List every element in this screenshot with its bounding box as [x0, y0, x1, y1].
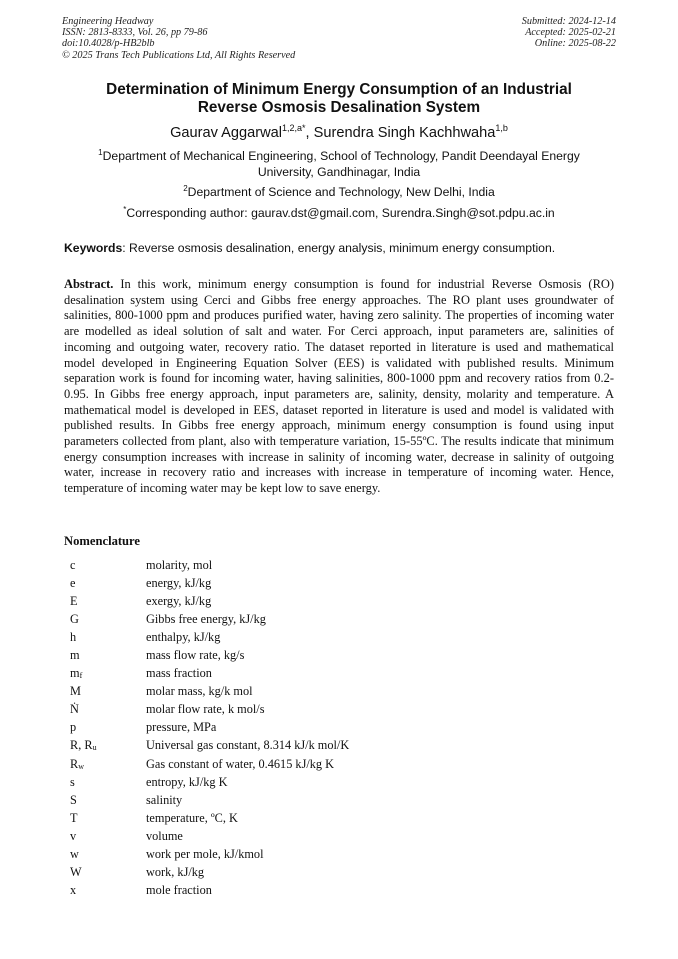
title-line-1: Determination of Minimum Energy Consumption of an Industrial	[106, 81, 572, 98]
nomenclature-symbol	[70, 612, 79, 627]
affiliation-text: Department of Mechanical Engineering, School of Technology, Pandit Deendayal Energy	[102, 149, 580, 163]
author-affiliation-marker: 1,2,a*	[282, 123, 306, 133]
nomenclature-symbol	[70, 847, 79, 862]
nomenclature-symbol	[70, 576, 75, 591]
symbol-main: m	[70, 666, 80, 681]
abstract-label: Abstract.	[64, 277, 114, 291]
nomenclature-row	[70, 865, 570, 883]
nomenclature-row	[70, 883, 570, 901]
nomenclature-definition: salinity	[146, 792, 183, 807]
nomenclature-definition: mole fraction	[146, 882, 212, 897]
nomenclature-definition: Universal gas constant, 8.314 kJ/k mol/K	[146, 738, 350, 753]
author-name: Gaurav Aggarwal	[170, 125, 283, 141]
symbol-main: R	[70, 756, 79, 771]
nomenclature-row	[70, 630, 570, 648]
symbol-main: R, R	[70, 738, 93, 753]
nomenclature-definition: molar mass, kg/k mol	[146, 684, 253, 699]
nomenclature-definition: pressure, MPa	[146, 720, 217, 735]
nomenclature-definition: volume	[146, 828, 183, 843]
title-line-2: Reverse Osmosis Desalination System	[197, 99, 481, 116]
nomenclature-definition: entropy, kJ/kg K	[146, 774, 228, 789]
nomenclature-definition: mass flow rate, kg/s	[146, 648, 245, 663]
nomenclature-row	[70, 757, 570, 775]
keywords-label: Keywords	[64, 241, 123, 255]
symbol-main: e	[70, 576, 76, 591]
symbol-subscript: w	[78, 761, 84, 771]
affiliation-marker: 1	[98, 148, 103, 157]
symbol-main: c	[70, 558, 76, 572]
symbol-main: s	[70, 774, 75, 789]
nomenclature-symbol	[70, 883, 76, 898]
nomenclature-row	[70, 829, 570, 847]
nomenclature-symbol	[70, 738, 97, 755]
nomenclature-row	[70, 811, 570, 829]
affiliation-1	[62, 149, 616, 180]
symbol-subscript: f	[79, 671, 83, 681]
keywords-text: : Reverse osmosis desalination, energy analysis, minimum energy consumption.	[122, 241, 556, 255]
paper-title	[62, 81, 616, 117]
nomenclature-definition: energy, kJ/kg	[146, 576, 212, 591]
affiliation-text: Department of Science and Technology, New Delhi, India	[187, 185, 495, 199]
nomenclature-row	[70, 775, 570, 793]
nomenclature-symbol	[70, 757, 84, 774]
nomenclature-definition: mass fraction	[146, 666, 212, 681]
submitted-date: Submitted: 2024-12-14	[521, 16, 616, 27]
nomenclature-symbol	[70, 720, 76, 735]
nomenclature-row	[70, 702, 570, 720]
nomenclature-row	[70, 720, 570, 738]
nomenclature-definition: enthalpy, kJ/kg	[146, 630, 221, 645]
corresponding-text: Corresponding author: gaurav.dst@gmail.com, Surendra.Singh@sot.pdpu.ac.in	[126, 206, 555, 220]
keywords	[64, 241, 616, 256]
nomenclature-symbol	[70, 558, 75, 573]
nomenclature-row	[70, 666, 570, 684]
copyright: © 2025 Trans Tech Publications Ltd, All Rights Reserved	[62, 49, 296, 61]
nomenclature-definition: molarity, mol	[146, 558, 213, 572]
nomenclature-symbol	[70, 594, 78, 609]
corresponding-marker: *	[123, 205, 127, 214]
nomenclature-symbol	[70, 829, 76, 844]
symbol-main: W	[70, 864, 82, 879]
nomenclature-row	[70, 648, 570, 666]
nomenclature-symbol	[70, 811, 78, 826]
nomenclature-row	[70, 594, 570, 612]
online-date: Online: 2025-08-22	[534, 38, 616, 50]
symbol-subscript: u	[92, 743, 97, 753]
nomenclature-symbol	[70, 648, 80, 663]
nomenclature-row	[70, 612, 570, 630]
journal-name: Engineering Headway	[62, 16, 154, 27]
nomenclature-row	[70, 793, 570, 811]
abstract-text: In this work, minimum energy consumption is found for industrial Reverse Osmosis (RO) desalination system using Cerci and Gibbs free energy approaches. The RO plant uses groundwater of salinities, 800-1000 ppm and produces purified water, having zero salinity. The properties of incoming water are modelled as ideal solution of salt and water. For Cerci approach, input parameters are, salinities of incoming and outgoing water, recovery ratio. The dataset reported in literature is used and mathematical model developed in Engineering Equation Solver (EES) is validated with published results. Minimum separation work is found for incoming water, having salinities, 800-1000 ppm and recovery ratios from 0.2-0.95. In Gibbs free energy approach, input parameters are, salinity, density, molarity and temperature. A mathematical model is developed in EES, dataset reported in literature is used and model is validated with published results. In Gibbs free energy approach, minimum energy consumption is found using input parameters collected from plant, also with temperature variation, 15-55ºC. The results indicate that minimum energy consumption increases with increase in salinity of incoming water, decrease in salinity of outgoing water, increase in recovery ratio and increases with increase in temperature of incoming water. Hence, temperature of incoming water may be kept low to save energy.	[64, 277, 614, 496]
nomenclature-definition: Gas constant of water, 0.4615 kJ/kg K	[146, 756, 335, 771]
nomenclature-definition: molar flow rate, k mol/s	[146, 702, 265, 717]
nomenclature-symbol	[70, 775, 75, 790]
symbol-main: v	[70, 828, 77, 843]
author-name: Surendra Singh Kachhwaha	[313, 125, 496, 141]
issn-volume: ISSN: 2813-8333, Vol. 26, pp 79-86	[62, 27, 208, 39]
symbol-main: E	[70, 594, 78, 609]
nomenclature-row	[70, 684, 570, 702]
symbol-main: G	[70, 612, 79, 627]
nomenclature-symbol	[70, 793, 77, 808]
author-list	[62, 124, 616, 142]
symbol-main: w	[70, 846, 79, 861]
corresponding-author	[62, 206, 616, 222]
abstract	[64, 277, 614, 497]
symbol-main: S	[70, 792, 77, 807]
symbol-main: h	[70, 630, 77, 645]
nomenclature-symbol	[70, 865, 82, 880]
nomenclature-row	[70, 576, 570, 594]
author-separator: ,	[305, 125, 314, 141]
accepted-date: Accepted: 2025-02-21	[525, 27, 616, 39]
nomenclature-definition: Gibbs free energy, kJ/kg	[146, 612, 266, 627]
symbol-main: p	[70, 720, 77, 735]
author-affiliation-marker: 1,b	[495, 123, 508, 133]
affiliation-text: University, Gandhinagar, India	[257, 164, 421, 179]
nomenclature-definition: work per mole, kJ/kmol	[146, 846, 264, 861]
nomenclature-definition: exergy, kJ/kg	[146, 594, 212, 609]
nomenclature-row	[70, 558, 570, 576]
symbol-main: T	[70, 810, 78, 825]
nomenclature-list	[70, 558, 570, 901]
nomenclature-heading: Nomenclature	[64, 534, 141, 548]
nomenclature-definition: work, kJ/kg	[146, 864, 205, 879]
nomenclature-symbol	[70, 666, 82, 683]
nomenclature-symbol	[70, 684, 81, 699]
symbol-main: m	[70, 648, 80, 663]
doi: doi:10.4028/p-HB2blb	[62, 38, 155, 50]
symbol-main: M	[70, 684, 81, 699]
affiliation-2	[62, 185, 616, 201]
nomenclature-row	[70, 738, 570, 756]
nomenclature-symbol	[70, 702, 79, 717]
nomenclature-definition: temperature, ºC, K	[146, 810, 238, 825]
symbol-main: Ṅ	[70, 702, 79, 717]
nomenclature-row	[70, 847, 570, 865]
affiliation-marker: 2	[183, 184, 188, 193]
publication-dates	[522, 16, 616, 50]
symbol-main: x	[70, 882, 77, 897]
nomenclature-symbol	[70, 630, 76, 645]
journal-info	[62, 16, 295, 61]
